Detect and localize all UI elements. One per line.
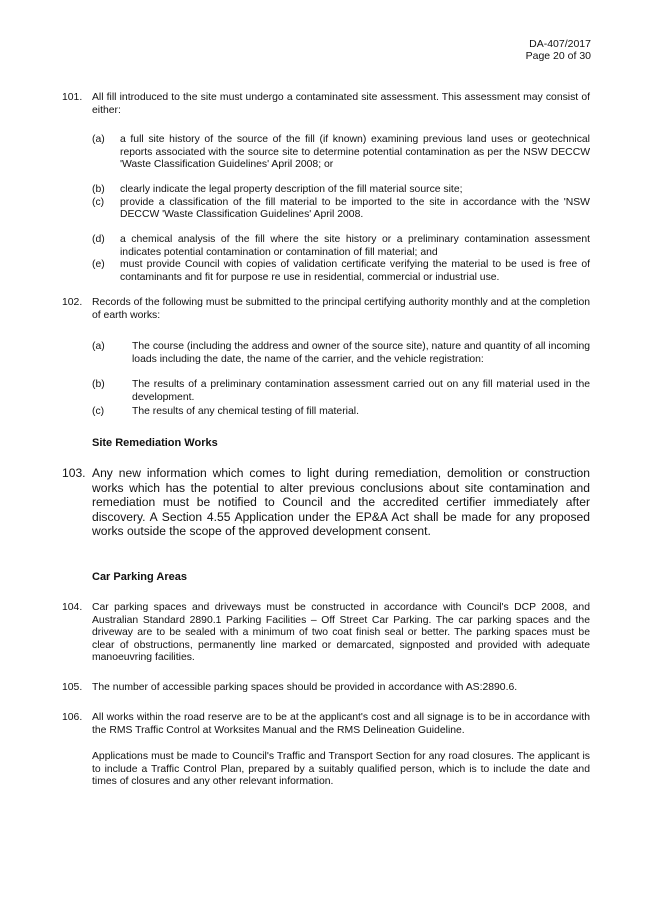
list-item: (a) The course (including the address and owner of the source site), nature and quantity of all incoming loads including the date, the name of the carrier, and the vehicle registration:: [92, 341, 590, 365]
list-item: (c) The results of any chemical testing of fill material.: [92, 406, 359, 417]
condition-number: 101.: [62, 92, 83, 103]
list-item: (e) must provide Council with copies of validation certificate verifying the material to be used is free of contaminants and fit for purpose re use in residential, commercial or industrial use.: [92, 259, 590, 283]
condition-text-continued: Applications must be made to Council's Traffic and Transport Section for any road closures. The applicant is to include a Traffic Control Plan, prepared by a suitably qualified person, which is to include the date and times of closures and any other relevant information.: [92, 751, 590, 788]
condition-105: [62, 682, 590, 695]
condition-106: [62, 712, 590, 789]
condition-text: All works within the road reserve are to be at the applicant's cost and all signage is to be in accordance with the RMS Traffic Control at Worksites Manual and the RMS Delineation Guideline.: [92, 712, 590, 736]
list-item: (b) The results of a preliminary contamination assessment carried out on any fill material used in the development.: [92, 379, 590, 403]
section-heading: Site Remediation Works: [92, 437, 218, 449]
section-heading: Car Parking Areas: [92, 571, 187, 583]
list-item: (b) clearly indicate the legal property description of the fill material source site;: [92, 184, 463, 195]
condition-text: Any new information which comes to light during remediation, demolition or construction works which has the potential to alter previous conclusions about site contamination and remediation must be notified to Council and the accredited certifier immediately after discovery. A Section 4.55 Application under the EP&A Act shall be made for any proposed works outside the scope of the approved development consent.: [92, 466, 590, 539]
condition-number: 102.: [62, 297, 83, 308]
condition-102: [62, 297, 590, 322]
condition-number: 103.: [62, 466, 86, 480]
list-item: (a) a full site history of the source of the fill (if known) examining previous land uses or geotechnical reports associated with the source site to determine potential contamination as per the NSW DECCW 'Waste Classification Guidelines' April 2008; or: [92, 134, 590, 171]
condition-101: [62, 92, 590, 117]
page-number: Page 20 of 30: [525, 50, 591, 62]
condition-number: 106.: [62, 712, 83, 723]
condition-text: Car parking spaces and driveways must be constructed in accordance with Council's DCP 2008, and Australian Standard 2890.1 Parking Facilities – Off Street Car Parking. The car parking spaces and the driveway are to be sealed with a minimum of two coat finish seal or better. The parking spaces must be clear of obstructions, permanently line marked or demarcated, signposted and provided with adequate manoeuvring facilities.: [92, 602, 590, 664]
condition-text: All fill introduced to the site must undergo a contaminated site assessment. This assessment may consist of either:: [92, 92, 590, 116]
condition-number: 105.: [62, 682, 83, 693]
page-header: [526, 38, 591, 62]
condition-103: [62, 466, 590, 539]
list-item: (c) provide a classification of the fill material to be imported to the site in accordance with the 'NSW DECCW 'Waste Classification Guidelines' April 2008.: [92, 196, 590, 221]
condition-number: 104.: [62, 602, 83, 613]
condition-text: The number of accessible parking spaces should be provided in accordance with AS:2890.6.: [92, 682, 518, 693]
list-item: (d) a chemical analysis of the fill where the site history or a preliminary contamination assessment indicates potential contamination or contamination of fill material; and: [92, 234, 590, 258]
reference-number: DA-407/2017: [529, 38, 591, 50]
condition-text: Records of the following must be submitted to the principal certifying authority monthly and at the completion of earth works:: [92, 297, 590, 321]
condition-104: [62, 602, 590, 665]
